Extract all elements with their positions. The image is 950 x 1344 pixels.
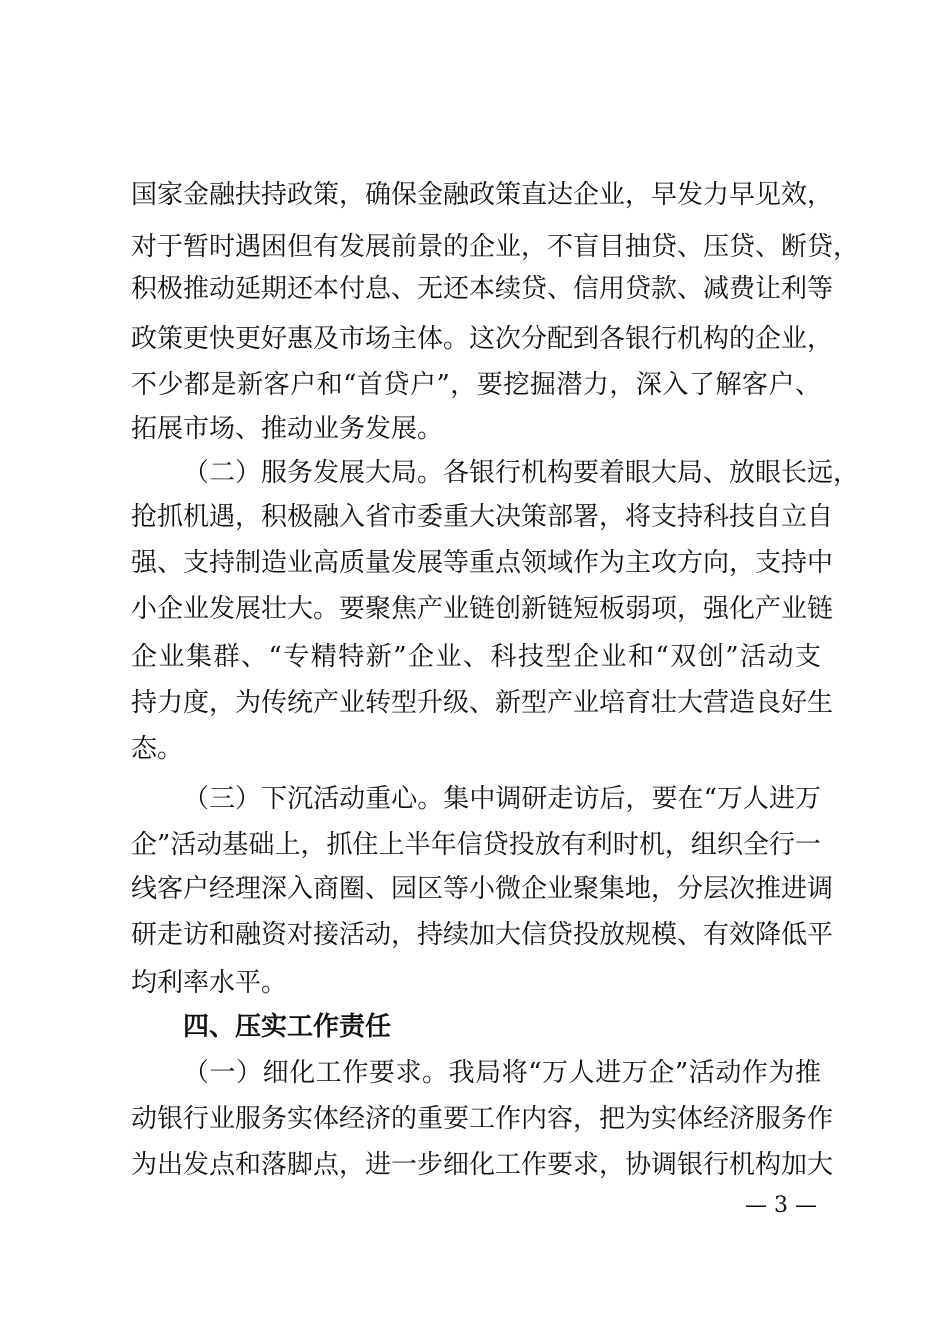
- section-heading: 四、压实工作责任: [183, 1012, 392, 1042]
- paragraph-line: 积极推动延期还本付息、无还本续贷、信用贷款、减费让利等: [131, 274, 834, 304]
- paragraph-text: 我局将“万人进万企”活动作为推: [448, 1058, 821, 1088]
- paragraph-text: 各银行机构要着眼大局、放眼长远，: [443, 458, 860, 488]
- paragraph-line: 国家金融扶持政策，确保金融政策直达企业，早发力早见效，: [131, 180, 834, 210]
- paragraph-line: 政策更快更好惠及市场主体。这次分配到各银行机构的企业，: [131, 324, 834, 354]
- paragraph-first-line: [183, 779, 821, 819]
- paragraph-line: 态。: [131, 734, 184, 764]
- paragraph-line: 小企业发展壮大。要聚焦产业链创新链短板弱项，强化产业链: [131, 594, 834, 624]
- paragraph-first-line: [183, 1053, 821, 1093]
- paragraph-line: 研走访和融资对接活动，持续加大信贷投放规模、有效降低平: [131, 920, 834, 950]
- paragraph-line: 拓展市场、推动业务发展。: [131, 414, 444, 444]
- paragraph-line: 抢抓机遇，积极融入省市委重大决策部署，将支持科技自立自: [131, 502, 834, 532]
- paragraph-line: 对于暂时遇困但有发展前景的企业，不盲目抽贷、压贷、断贷，: [131, 232, 860, 262]
- paragraph-lead: （三）下沉活动重心。: [183, 784, 444, 814]
- paragraph-line: 均利率水平。: [131, 968, 288, 998]
- paragraph-line: 持力度，为传统产业转型升级、新型产业培育壮大营造良好生: [131, 688, 834, 718]
- paragraph-line: 为出发点和落脚点，进一步细化工作要求，协调银行机构加大: [131, 1150, 834, 1180]
- paragraph-lead: （二）服务发展大局。: [183, 458, 444, 488]
- paragraph-text: 集中调研走访后，要在“万人进万: [443, 784, 821, 814]
- paragraph-line: 动银行业服务实体经济的重要工作内容，把为实体经济服务作: [131, 1104, 834, 1134]
- paragraph-line: 企”活动基础上，抓住上半年信贷投放有利时机，组织全行一: [131, 830, 821, 860]
- paragraph-first-line: [183, 453, 860, 493]
- page-number: — 3 —: [745, 1193, 817, 1218]
- paragraph-line: 不少都是新客户和“首贷户”，要挖掘潜力，深入了解客户、: [131, 370, 821, 400]
- paragraph-line: 企业集群、“专精特新”企业、科技型企业和“双创”活动支: [131, 642, 821, 672]
- paragraph-line: 线客户经理深入商圈、园区等小微企业聚集地，分层次推进调: [131, 874, 834, 904]
- paragraph-line: 强、支持制造业高质量发展等重点领域作为主攻方向，支持中: [131, 548, 834, 578]
- paragraph-lead: （一）细化工作要求。: [183, 1058, 449, 1088]
